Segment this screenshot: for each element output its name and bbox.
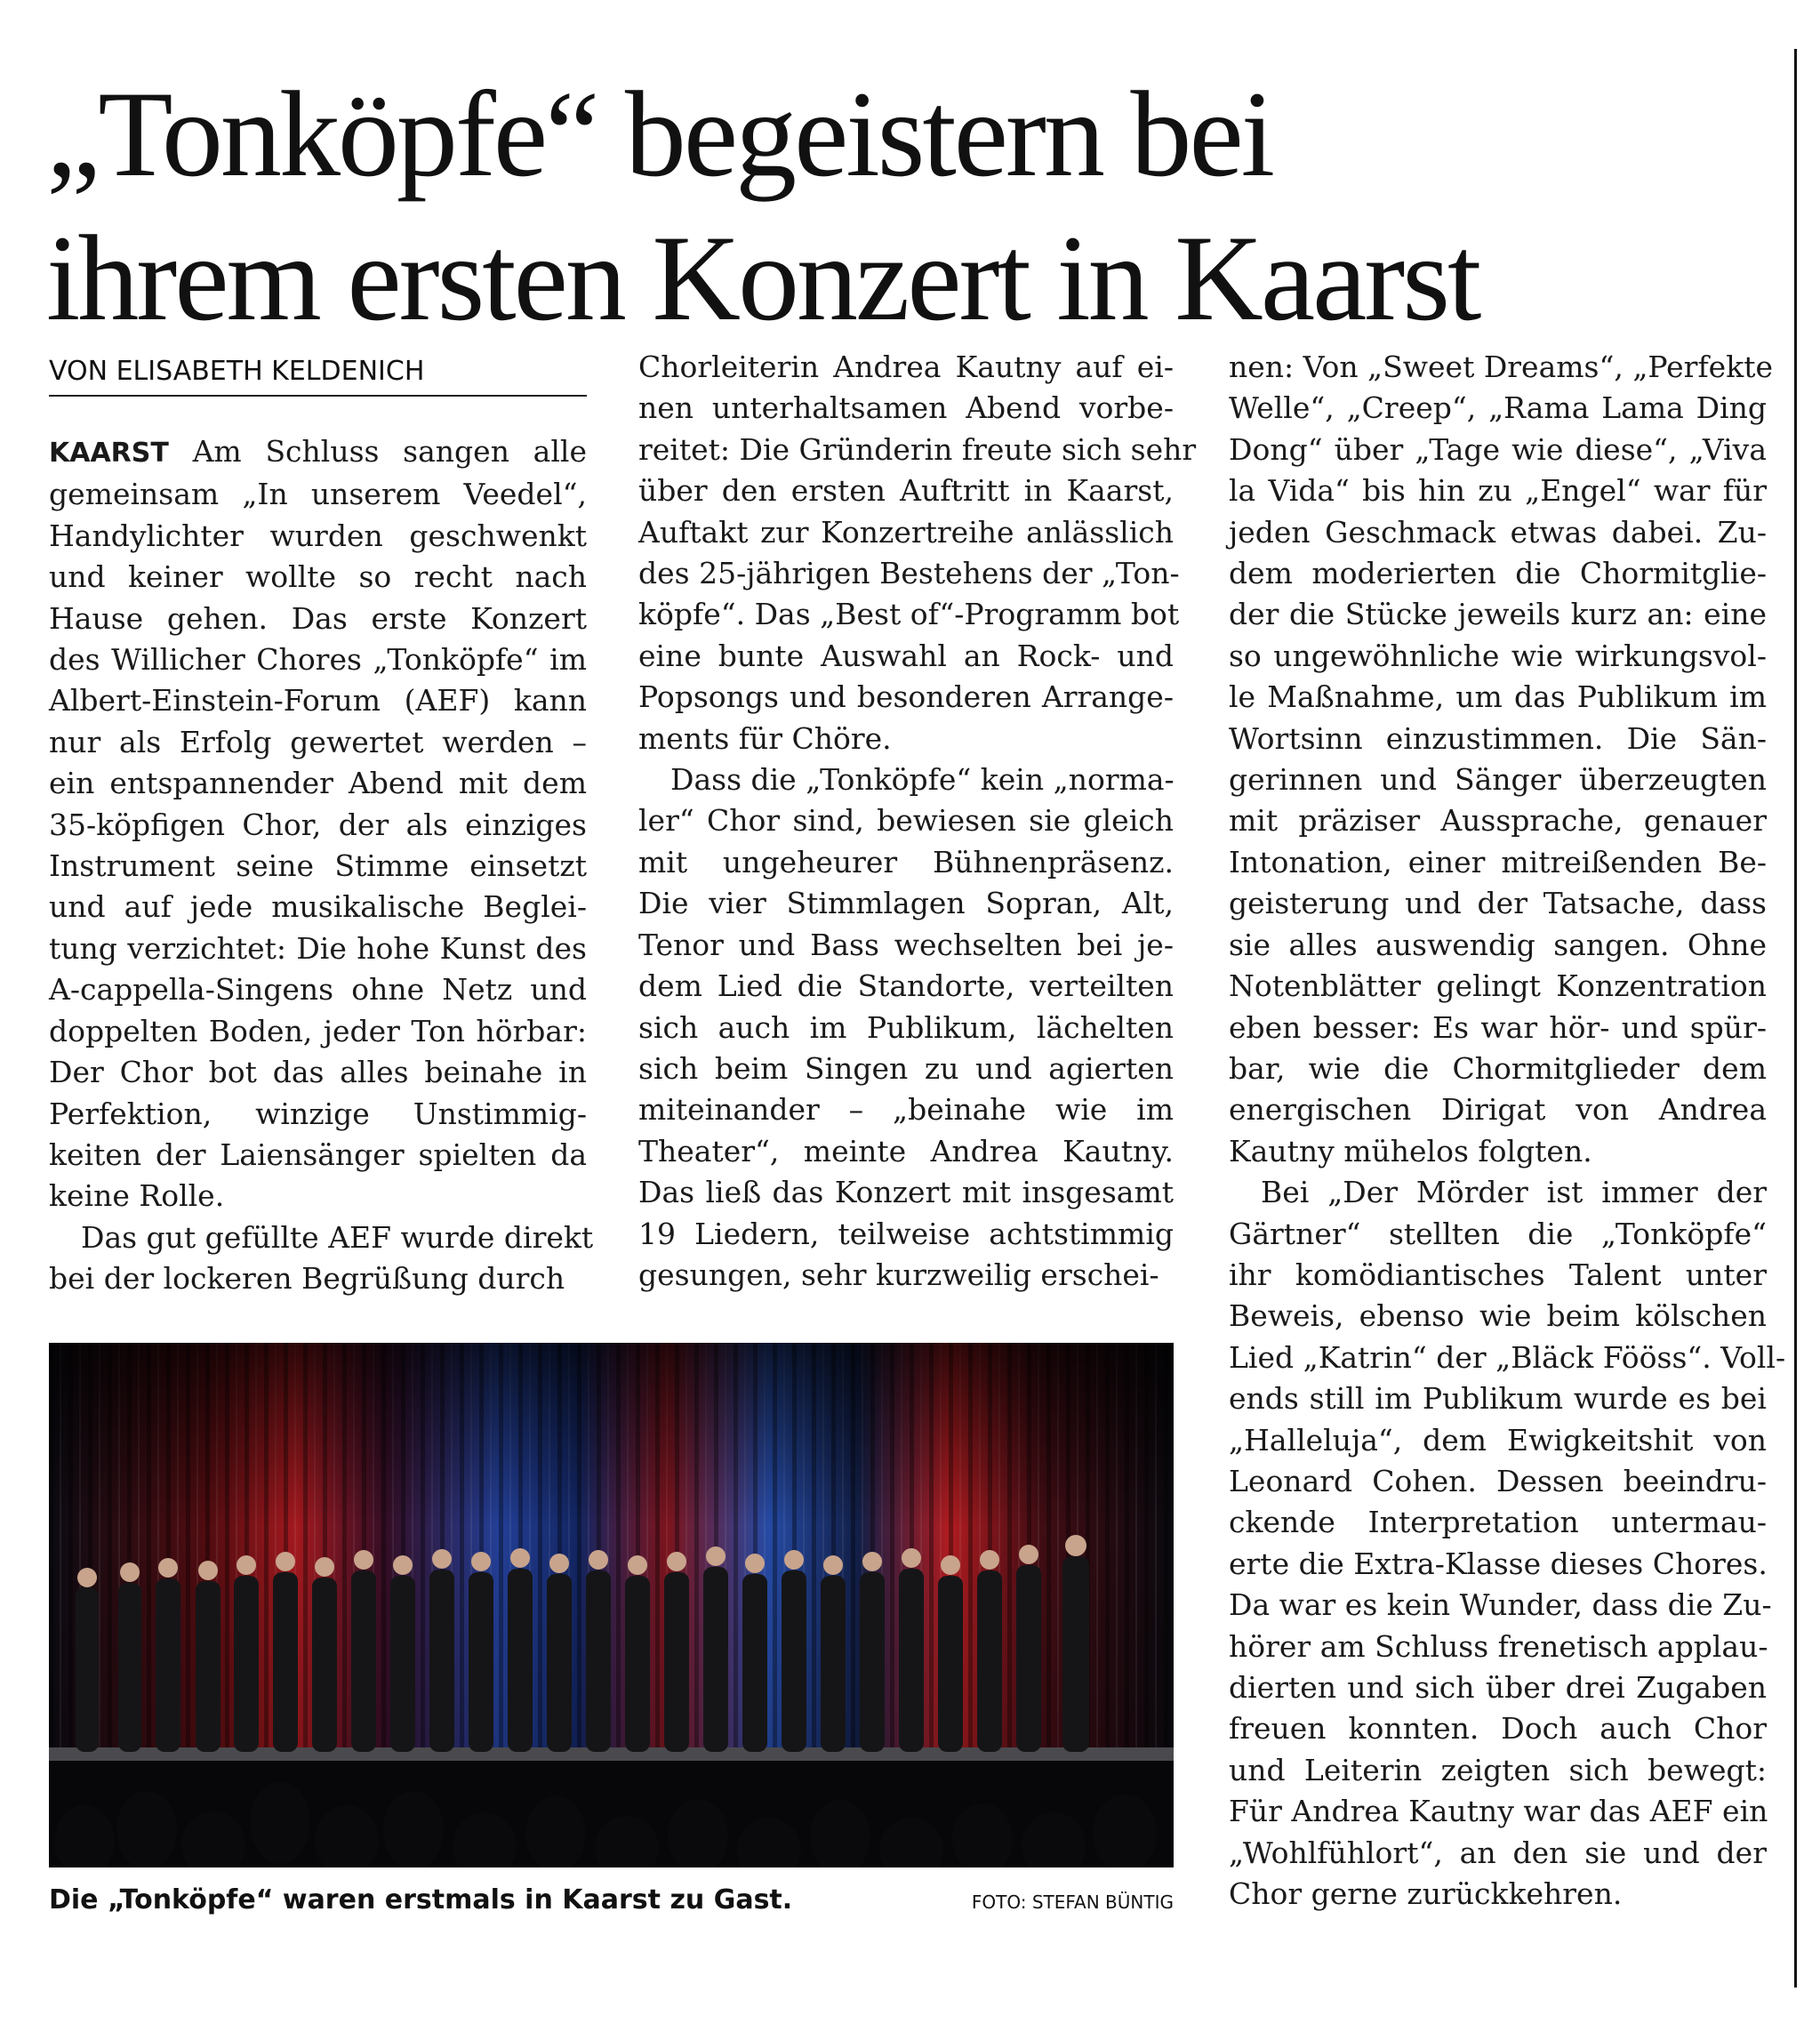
text-line: eine bunte Auswahl an Rock- und [638,638,1174,673]
text-line: eben besser: Es war hör- und spür- [1229,1009,1767,1045]
text-line: bar, wie die Chormitglieder dem [1229,1050,1767,1086]
text-line: Gärtner“ stellten die „Tonköpfe“ [1229,1216,1767,1251]
text-line: doppelten Boden, jeder Ton hörbar: [49,1013,587,1048]
text-line [49,431,587,474]
paragraph [638,347,1197,759]
text-line: Chor gerne zurückkehren. [1229,1876,1623,1912]
text-line: gemeinsam „In unserem Veedel“, [49,477,587,512]
text-line: über den ersten Auftritt in Kaarst, [638,473,1174,509]
text-line: gesungen, sehr kurzweilig erschei- [638,1257,1159,1292]
text-line: nen unterhaltsamen Abend vorbe- [638,390,1174,426]
text-line: erte die Extra-Klasse dieses Chores. [1229,1546,1768,1581]
text-line: Bei „Der Mörder ist immer der [1261,1175,1767,1210]
text-line: miteinander – „beinahe wie im [638,1092,1174,1128]
text-line: Leonard Cohen. Dessen beeindru- [1229,1463,1767,1498]
paragraph [49,1217,594,1300]
text-line: Instrument seine Stimme einsetzt [49,848,587,884]
text-line: „Wohlfühlort“, an den sie und der [1229,1835,1767,1870]
text-line: der die Stücke jeweils kurz an: eine [1229,597,1767,632]
text-line: Dass die „Tonköpfe“ kein „norma- [670,762,1175,798]
text-line: Tenor und Bass wechselten bei je- [638,927,1174,962]
text-line: und keiner wollte so recht nach [49,559,587,595]
text-line: Theater“, meinte Andrea Kautny. [638,1133,1174,1169]
text-line: sich auch im Publikum, lächelten [638,1009,1174,1045]
text-line: Für Andrea Kautny war das AEF ein [1229,1794,1768,1829]
text-line: Notenblätter gelingt Konzentration [1229,968,1767,1004]
paragraph [1229,1172,1786,1915]
text-line: so ungewöhnliche wie wirkungsvol- [1229,638,1767,673]
article-column-2 [638,347,1197,1296]
text-line: ends still im Publikum wurde es bei [1229,1381,1767,1417]
text-line: energischen Dirigat von Andrea [1229,1092,1767,1128]
text-line: Hause gehen. Das erste Konzert [49,600,587,636]
text-line: mit präziser Aussprache, genauer [1229,803,1767,839]
lead-text: Am Schluss sangen alle [192,434,587,469]
text-line: des Willicher Chores „Tonköpfe“ im [49,642,587,678]
text-line: sie alles auswendig sangen. Ohne [1229,927,1767,962]
text-line: geisterung und der Tatsache, dass [1229,886,1767,921]
text-line: Das ließ das Konzert mit insgesamt [638,1175,1174,1210]
photo-caption: Die „Tonköpfe“ waren erstmals in Kaarst zu Gast. [49,1884,793,1916]
text-line: und auf jede musikalische Beglei- [49,889,587,925]
text-line: ckende Interpretation untermau- [1229,1505,1767,1540]
text-line: Intonation, einer mitreißenden Be- [1229,844,1767,879]
headline-line-1: „Tonköpfe“ begeistern bei [46,66,1273,202]
text-line: hörer am Schluss frenetisch applau- [1229,1628,1768,1664]
article-column-1 [49,431,594,1300]
text-line: la Vida“ bis hin zu „Engel“ war für [1229,473,1767,509]
text-line: Kautny mühelos folgten. [1229,1133,1592,1169]
text-line: le Maßnahme, um das Publikum im [1229,679,1767,715]
text-line: reitet: Die Gründerin freute sich sehr [638,431,1197,467]
text-line: dierten und sich über drei Zugaben [1229,1670,1767,1705]
text-line: Auftakt zur Konzertreihe anlässlich [638,514,1174,550]
headline-line-2: ihrem ersten Konzert in Kaarst [46,210,1479,346]
text-line: Wortsinn einzustimmen. Die Sän- [1229,720,1767,756]
text-line: keine Rolle. [49,1178,225,1214]
paragraph-lines [49,474,587,1217]
text-line: dem moderierten die Chormitglie- [1229,556,1767,591]
text-line: sich beim Singen zu und agierten [638,1050,1174,1086]
text-line: freuen konnten. Doch auch Chor [1229,1711,1767,1747]
text-line: Das gut gefüllte AEF wurde direkt [81,1219,594,1255]
text-line: Da war es kein Wunder, dass die Zu- [1229,1587,1772,1623]
text-line: Popsongs und besonderen Arrange- [638,679,1174,715]
text-line: keiten der Laiensänger spielten da [49,1136,587,1172]
text-line: nur als Erfolg gewertet werden – [49,724,587,759]
column-rule [1794,49,1797,1988]
text-line: Handylichter wurden geschwenkt [49,518,587,553]
text-line: mit ungeheurer Bühnenpräsenz. [638,844,1174,879]
text-line: Lied „Katrin“ der „Bläck Fööss“. Voll- [1229,1339,1786,1375]
text-line: Der Chor bot das alles beinahe in [49,1055,587,1090]
choir-photo [49,1343,1174,1867]
text-line: 35-köpfigen Chor, der als einziges [49,807,587,842]
text-line: tung verzichtet: Die hohe Kunst des [49,930,587,966]
paragraph [1229,347,1773,1172]
text-line: und Leiterin zeigten sich bewegt: [1229,1752,1767,1787]
text-line: „Halleluja“, dem Ewigkeitshit von [1229,1422,1767,1458]
article-column-3 [1229,347,1786,1915]
text-line: köpfe“. Das „Best of“-Programm bot [638,597,1180,632]
text-line: jeden Geschmack etwas dabei. Zu- [1229,514,1767,550]
text-line: Beweis, ebenso wie beim kölschen [1229,1298,1767,1334]
text-line: dem Lied die Standorte, verteilten [638,968,1174,1004]
text-line: ler“ Chor sind, bewiesen sie gleich [638,803,1174,839]
text-line: A-cappella-Singens ohne Netz und [49,972,587,1008]
text-line: nen: Von „Sweet Dreams“, „Perfekte [1229,349,1773,384]
text-line: Perfektion, winzige Unstimmig- [49,1096,587,1131]
text-line: Welle“, „Creep“, „Rama Lama Ding [1229,390,1767,426]
text-line: ein entspannender Abend mit dem [49,766,587,801]
text-line: gerinnen und Sänger überzeugten [1229,762,1767,798]
headline [46,62,1736,350]
text-line: Die vier Stimmlagen Sopran, Alt, [638,886,1174,921]
text-line: des 25-jährigen Bestehens der „Ton- [638,556,1180,591]
photo-credit: FOTO: STEFAN BÜNTIG [971,1891,1174,1913]
text-line: ihr komödiantisches Talent unter [1229,1257,1767,1292]
byline: VON ELISABETH KELDENICH [49,354,587,397]
text-line: Chorleiterin Andrea Kautny auf ei- [638,349,1174,384]
text-line: Albert-Einstein-Forum (AEF) kann [49,683,587,719]
text-line: Dong“ über „Tage wie diese“, „Viva [1229,431,1767,467]
text-line: ments für Chöre. [638,720,892,756]
paragraph [638,759,1174,1296]
text-line: bei der lockeren Begrüßung durch [49,1261,565,1297]
paragraph [49,431,587,1217]
dateline: KAARST [49,438,169,469]
text-line: 19 Liedern, teilweise achtstimmig [638,1216,1174,1251]
